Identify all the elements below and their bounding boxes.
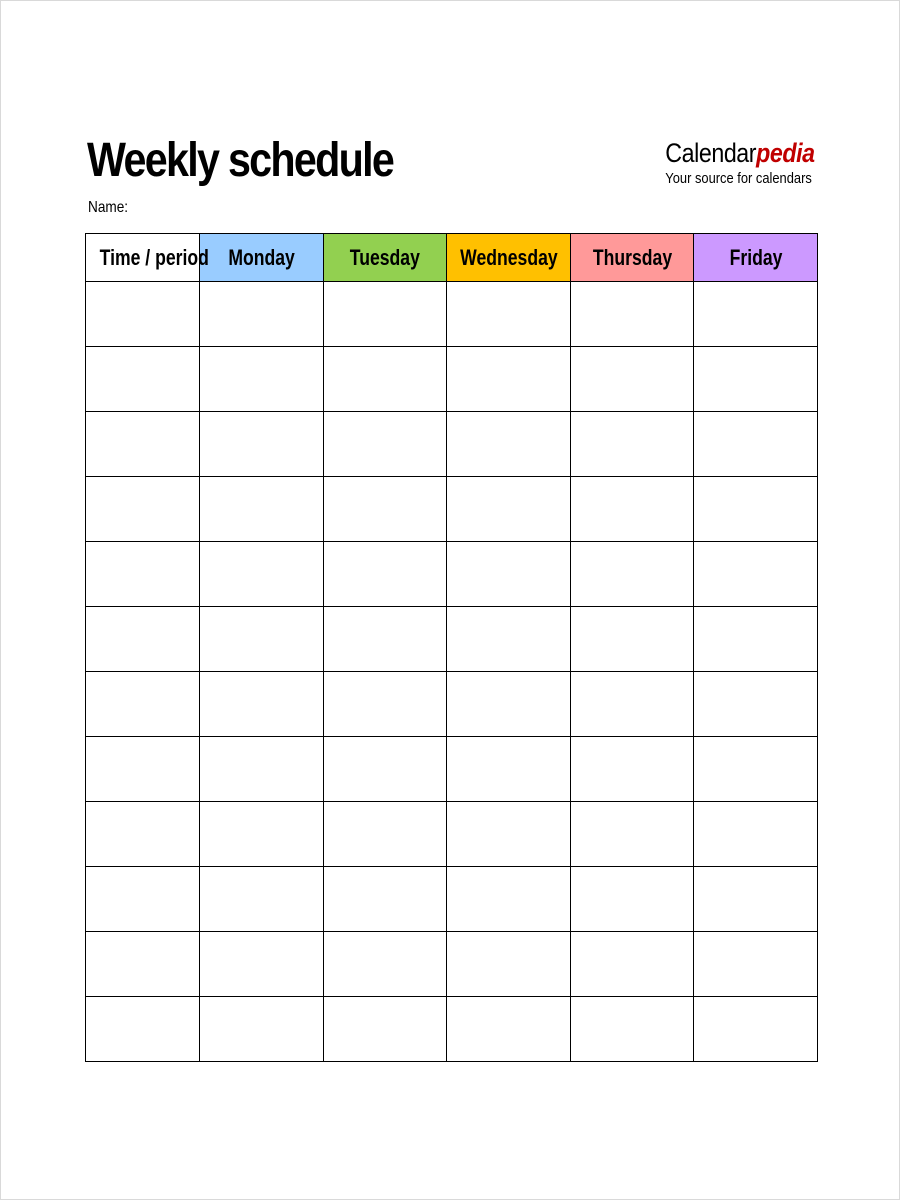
wednesday-cell[interactable]: [447, 672, 571, 737]
time-cell[interactable]: [86, 802, 200, 867]
thursday-cell[interactable]: [570, 607, 694, 672]
tuesday-cell[interactable]: [323, 282, 447, 347]
brand-name: [666, 139, 815, 169]
time-cell[interactable]: [86, 607, 200, 672]
table-row: [86, 672, 818, 737]
friday-cell[interactable]: [694, 282, 818, 347]
wednesday-cell[interactable]: [447, 802, 571, 867]
table-row: [86, 542, 818, 607]
friday-cell[interactable]: [694, 542, 818, 607]
table-row: [86, 932, 818, 997]
friday-cell[interactable]: [694, 737, 818, 802]
thursday-cell[interactable]: [570, 542, 694, 607]
monday-cell[interactable]: [200, 932, 324, 997]
monday-cell[interactable]: [200, 477, 324, 542]
friday-cell[interactable]: [694, 802, 818, 867]
monday-cell[interactable]: [200, 997, 324, 1062]
wednesday-cell[interactable]: [447, 997, 571, 1062]
monday-cell[interactable]: [200, 867, 324, 932]
monday-cell[interactable]: [200, 672, 324, 737]
friday-cell[interactable]: [694, 607, 818, 672]
schedule-body: [86, 282, 818, 1062]
wednesday-cell[interactable]: [447, 412, 571, 477]
monday-cell[interactable]: [200, 737, 324, 802]
thursday-cell[interactable]: [570, 997, 694, 1062]
table-row: [86, 867, 818, 932]
wednesday-cell[interactable]: [447, 282, 571, 347]
wednesday-cell[interactable]: [447, 542, 571, 607]
tuesday-cell[interactable]: [323, 867, 447, 932]
column-header-thursday: Thursday: [570, 234, 694, 282]
table-row: [86, 477, 818, 542]
table-row: [86, 607, 818, 672]
brand-logo: [641, 139, 815, 187]
wednesday-cell[interactable]: [447, 347, 571, 412]
brand-tagline: Your source for calendars: [665, 169, 813, 187]
table-row: [86, 737, 818, 802]
page-title: Weekly schedule: [87, 134, 394, 187]
table-row: [86, 412, 818, 477]
time-cell[interactable]: [86, 997, 200, 1062]
table-row: [86, 347, 818, 412]
monday-cell[interactable]: [200, 347, 324, 412]
brand-name-main: Calendar: [665, 138, 757, 168]
wednesday-cell[interactable]: [447, 737, 571, 802]
time-cell[interactable]: [86, 672, 200, 737]
monday-cell[interactable]: [200, 607, 324, 672]
tuesday-cell[interactable]: [323, 542, 447, 607]
table-row: [86, 997, 818, 1062]
column-header-time: Time / period: [86, 234, 200, 282]
thursday-cell[interactable]: [570, 867, 694, 932]
column-header-friday: Friday: [694, 234, 818, 282]
column-header-tuesday: Tuesday: [323, 234, 447, 282]
time-cell[interactable]: [86, 347, 200, 412]
thursday-cell[interactable]: [570, 412, 694, 477]
thursday-cell[interactable]: [570, 802, 694, 867]
tuesday-cell[interactable]: [323, 412, 447, 477]
time-cell[interactable]: [86, 737, 200, 802]
tuesday-cell[interactable]: [323, 347, 447, 412]
table-row: [86, 282, 818, 347]
friday-cell[interactable]: [694, 412, 818, 477]
tuesday-cell[interactable]: [323, 672, 447, 737]
time-cell[interactable]: [86, 867, 200, 932]
thursday-cell[interactable]: [570, 672, 694, 737]
monday-cell[interactable]: [200, 542, 324, 607]
time-cell[interactable]: [86, 932, 200, 997]
thursday-cell[interactable]: [570, 932, 694, 997]
tuesday-cell[interactable]: [323, 477, 447, 542]
friday-cell[interactable]: [694, 867, 818, 932]
tuesday-cell[interactable]: [323, 607, 447, 672]
thursday-cell[interactable]: [570, 737, 694, 802]
header-row: [86, 234, 818, 282]
wednesday-cell[interactable]: [447, 932, 571, 997]
wednesday-cell[interactable]: [447, 607, 571, 672]
thursday-cell[interactable]: [570, 282, 694, 347]
column-header-wednesday: Wednesday: [447, 234, 571, 282]
thursday-cell[interactable]: [570, 477, 694, 542]
time-cell[interactable]: [86, 477, 200, 542]
time-cell[interactable]: [86, 282, 200, 347]
monday-cell[interactable]: [200, 412, 324, 477]
friday-cell[interactable]: [694, 932, 818, 997]
table-row: [86, 802, 818, 867]
friday-cell[interactable]: [694, 477, 818, 542]
time-cell[interactable]: [86, 412, 200, 477]
column-header-monday: Monday: [200, 234, 324, 282]
tuesday-cell[interactable]: [323, 932, 447, 997]
tuesday-cell[interactable]: [323, 802, 447, 867]
wednesday-cell[interactable]: [447, 867, 571, 932]
name-label: Name:: [88, 199, 129, 216]
monday-cell[interactable]: [200, 282, 324, 347]
friday-cell[interactable]: [694, 997, 818, 1062]
friday-cell[interactable]: [694, 672, 818, 737]
thursday-cell[interactable]: [570, 347, 694, 412]
tuesday-cell[interactable]: [323, 737, 447, 802]
monday-cell[interactable]: [200, 802, 324, 867]
friday-cell[interactable]: [694, 347, 818, 412]
wednesday-cell[interactable]: [447, 477, 571, 542]
tuesday-cell[interactable]: [323, 997, 447, 1062]
schedule-table: [85, 233, 818, 1062]
brand-name-accent: pedia: [756, 138, 815, 168]
time-cell[interactable]: [86, 542, 200, 607]
